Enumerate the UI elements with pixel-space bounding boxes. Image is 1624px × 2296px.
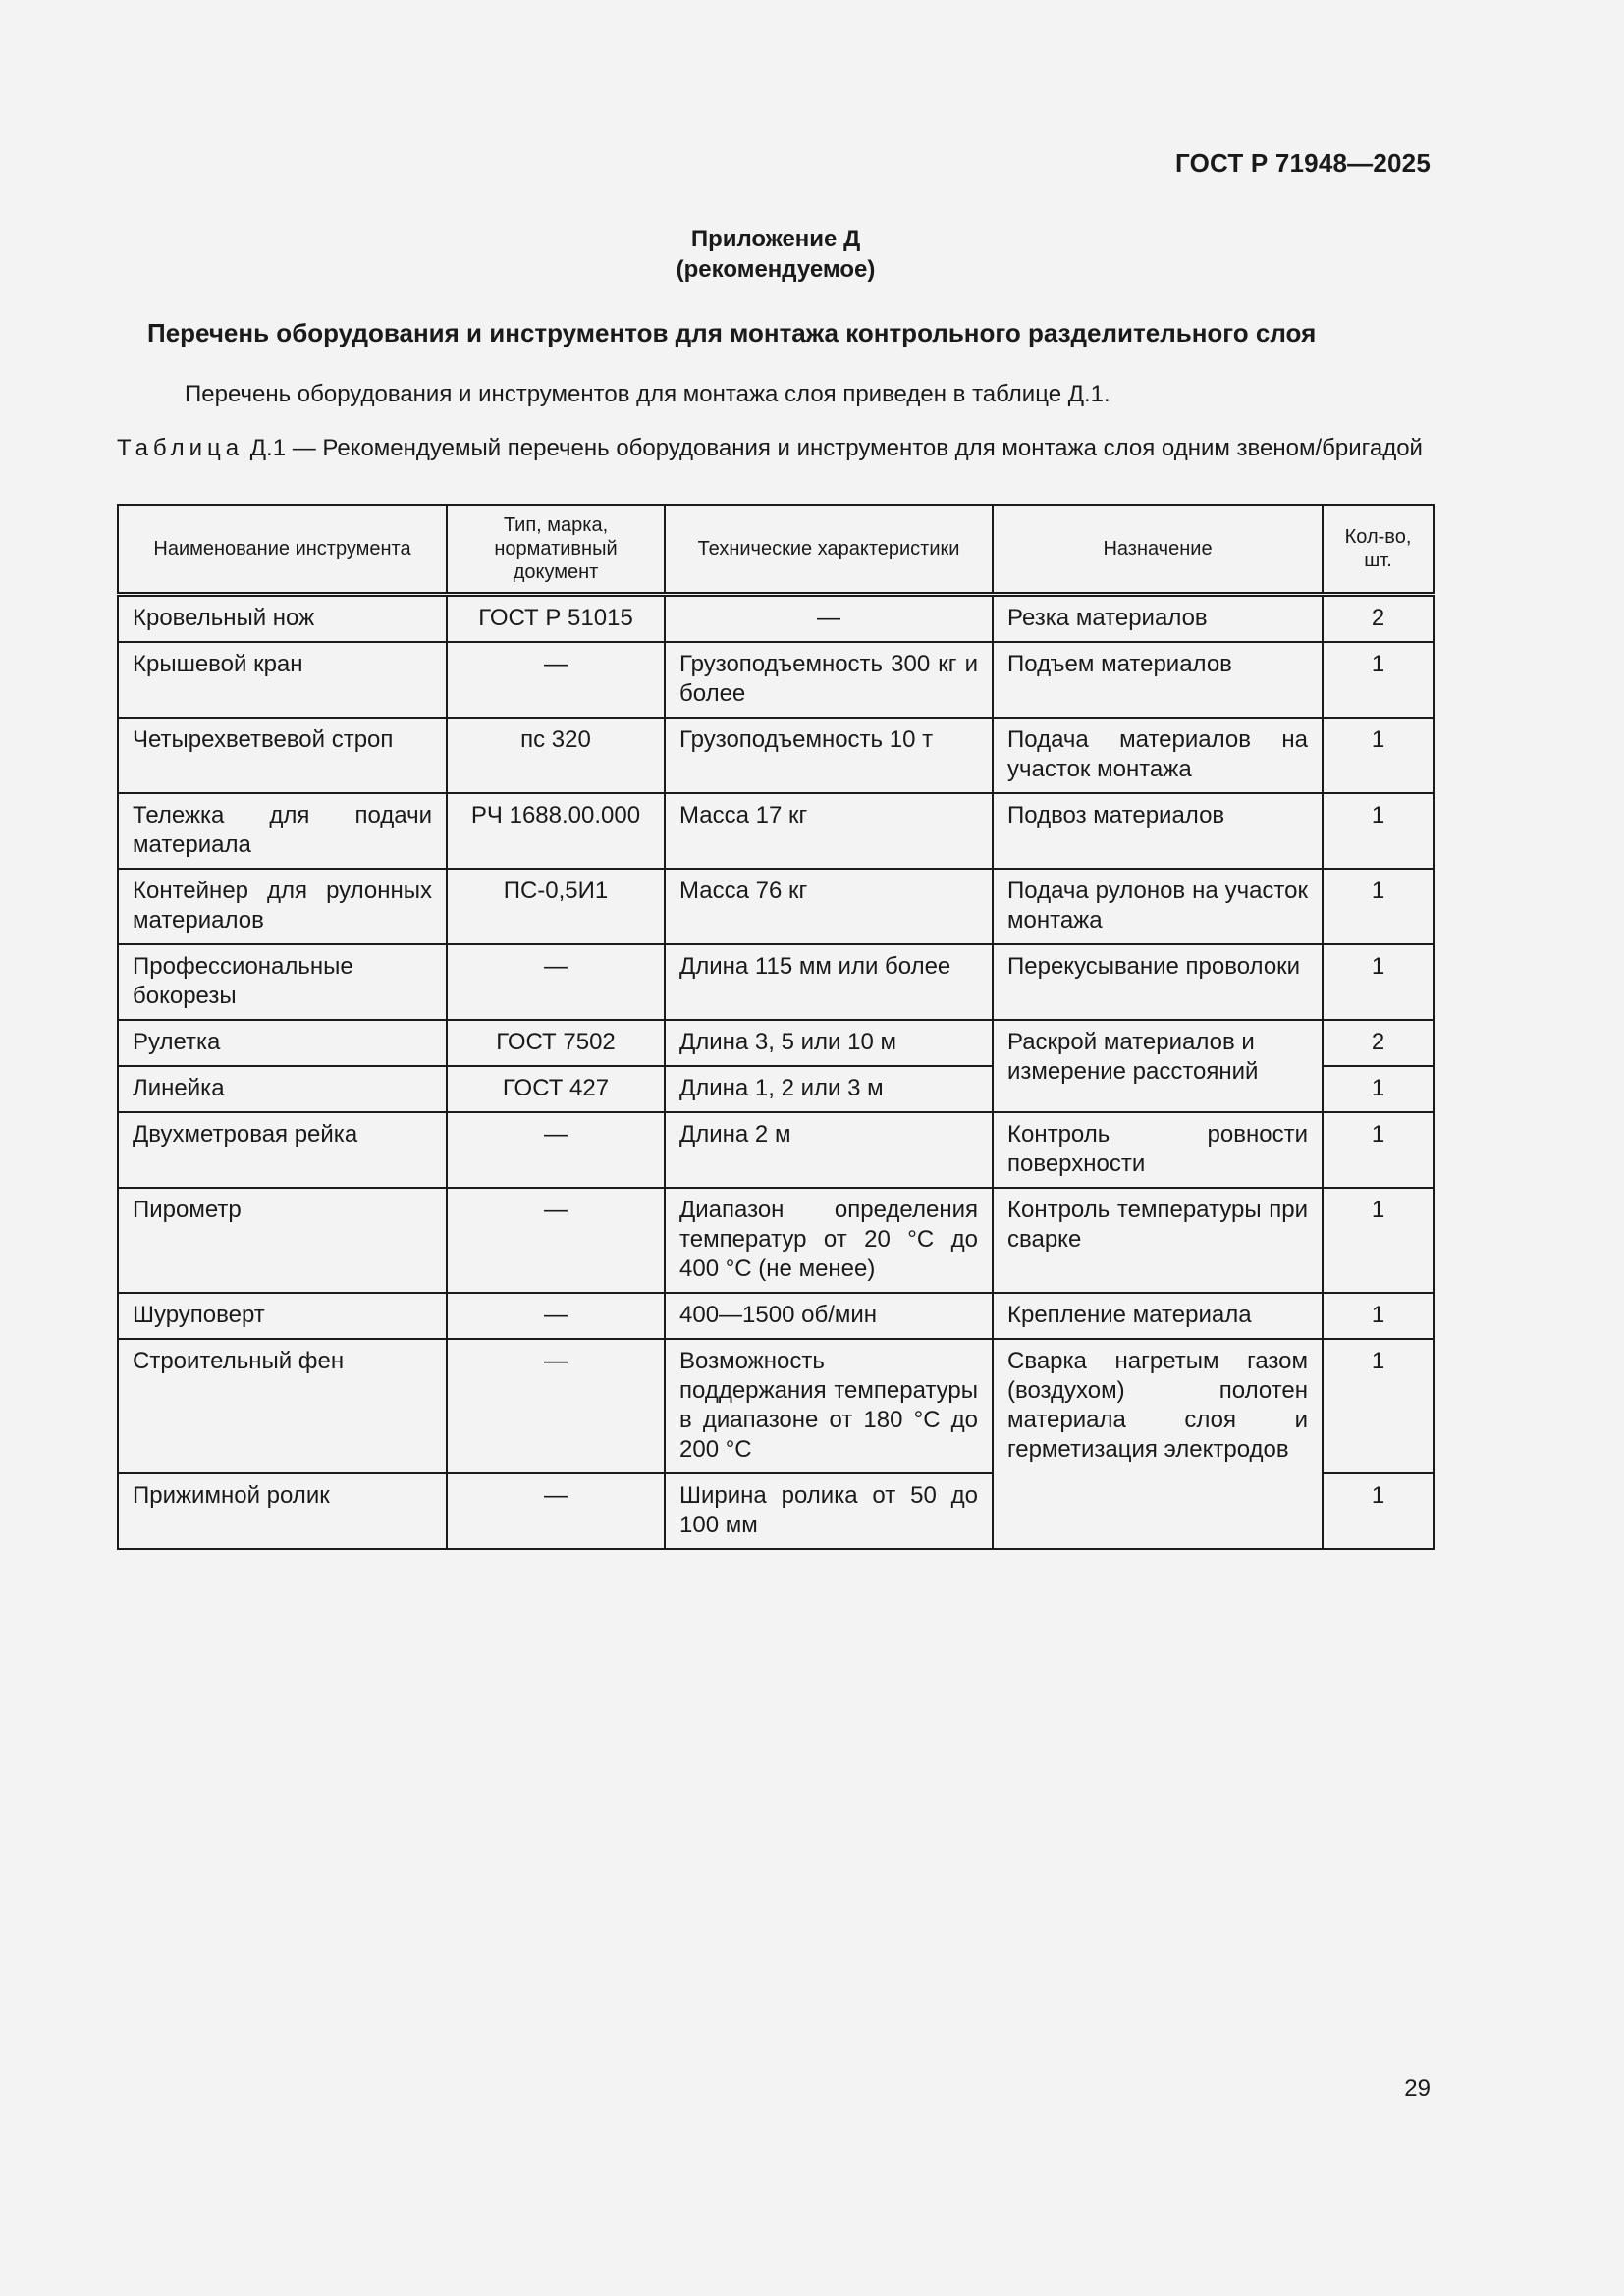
cell-qty: 2 — [1323, 595, 1434, 643]
cell-specs: Грузоподъемность 300 кг и более — [665, 642, 993, 718]
cell-type: ГОСТ 427 — [447, 1066, 665, 1112]
cell-specs: Диапазон определения температур от 20 °С до 400 °С (не менее) — [665, 1188, 993, 1293]
table-caption — [117, 434, 1432, 462]
cell-type: — — [447, 1112, 665, 1188]
cell-specs: Возможность поддержания температуры в диапазоне от 180 °С до 200 °С — [665, 1339, 993, 1473]
equipment-table — [117, 504, 1435, 1550]
cell-name: Линейка — [118, 1066, 447, 1112]
cell-specs: Длина 2 м — [665, 1112, 993, 1188]
cell-purpose: Контроль ровности поверхности — [993, 1112, 1323, 1188]
cell-name: Рулетка — [118, 1020, 447, 1066]
header-purpose: Назначение — [993, 505, 1323, 595]
cell-purpose: Подвоз материалов — [993, 793, 1323, 869]
cell-specs: — — [665, 595, 993, 643]
appendix-heading — [0, 224, 1551, 285]
cell-type: ГОСТ 7502 — [447, 1020, 665, 1066]
cell-qty: 1 — [1323, 1339, 1434, 1473]
page-number: 29 — [1404, 2075, 1431, 2102]
section-title: Перечень оборудования и инструментов для монтажа контрольного разделительного слоя — [147, 318, 1317, 347]
table-row — [118, 1188, 1434, 1293]
cell-purpose: Подача рулонов на участок монтажа — [993, 869, 1323, 944]
cell-purpose: Раскрой материалов и измерение расстояний — [993, 1020, 1323, 1112]
cell-specs: Длина 115 мм или более — [665, 944, 993, 1020]
cell-type: — — [447, 1293, 665, 1339]
cell-name: Крышевой кран — [118, 642, 447, 718]
cell-specs: 400—1500 об/мин — [665, 1293, 993, 1339]
cell-specs: Масса 17 кг — [665, 793, 993, 869]
cell-qty: 1 — [1323, 642, 1434, 718]
cell-qty: 1 — [1323, 1188, 1434, 1293]
header-name: Наименование инструмента — [118, 505, 447, 595]
header-qty: Кол-во, шт. — [1323, 505, 1434, 595]
cell-type: — — [447, 1188, 665, 1293]
appendix-title: Приложение Д — [690, 226, 861, 252]
cell-qty: 1 — [1323, 1293, 1434, 1339]
table-caption-prefix: Таблица — [117, 435, 244, 461]
document-code: ГОСТ Р 71948—2025 — [1175, 148, 1431, 178]
table-row — [118, 944, 1434, 1020]
cell-purpose: Крепление материала — [993, 1293, 1323, 1339]
cell-name: Контейнер для рулонных материалов — [118, 869, 447, 944]
cell-qty: 1 — [1323, 1473, 1434, 1549]
cell-type: ГОСТ Р 51015 — [447, 595, 665, 643]
table-caption-text: Д.1 — Рекомендуемый перечень оборудования и инструментов для монтажа слоя одним звеном/бригадой — [244, 435, 1423, 461]
cell-name: Профессиональные бокорезы — [118, 944, 447, 1020]
cell-type: ПС-0,5И1 — [447, 869, 665, 944]
cell-purpose: Подъем материалов — [993, 642, 1323, 718]
header-type: Тип, марка, нормативный документ — [447, 505, 665, 595]
cell-specs: Грузоподъемность 10 т — [665, 718, 993, 793]
table-row — [118, 718, 1434, 793]
cell-name: Четырехветвевой строп — [118, 718, 447, 793]
table-row — [118, 1293, 1434, 1339]
appendix-subtitle: (рекомендуемое) — [676, 256, 876, 283]
cell-type: — — [447, 642, 665, 718]
table-header-row — [118, 505, 1434, 595]
cell-specs: Длина 3, 5 или 10 м — [665, 1020, 993, 1066]
table-row — [118, 1112, 1434, 1188]
table-row — [118, 642, 1434, 718]
cell-name: Шуруповерт — [118, 1293, 447, 1339]
cell-purpose: Резка материалов — [993, 595, 1323, 643]
cell-purpose: Перекусывание проволоки — [993, 944, 1323, 1020]
cell-name: Тележка для подачи материала — [118, 793, 447, 869]
cell-name: Прижимной ролик — [118, 1473, 447, 1549]
cell-name: Кровельный нож — [118, 595, 447, 643]
cell-qty: 1 — [1323, 1066, 1434, 1112]
cell-specs: Масса 76 кг — [665, 869, 993, 944]
cell-type: — — [447, 944, 665, 1020]
cell-name: Строительный фен — [118, 1339, 447, 1473]
table-row — [118, 595, 1434, 643]
cell-type: РЧ 1688.00.000 — [447, 793, 665, 869]
cell-qty: 1 — [1323, 718, 1434, 793]
intro-paragraph: Перечень оборудования и инструментов для монтажа слоя приведен в таблице Д.1. — [185, 381, 1110, 407]
table-row — [118, 1339, 1434, 1473]
cell-specs: Длина 1, 2 или 3 м — [665, 1066, 993, 1112]
table-row — [118, 793, 1434, 869]
cell-type: — — [447, 1473, 665, 1549]
cell-purpose: Сварка нагретым газом (воздухом) полотен материала слоя и герметизация электродов — [993, 1339, 1323, 1549]
cell-purpose: Контроль температуры при сварке — [993, 1188, 1323, 1293]
cell-purpose: Подача материалов на участок монтажа — [993, 718, 1323, 793]
cell-qty: 1 — [1323, 944, 1434, 1020]
cell-qty: 1 — [1323, 793, 1434, 869]
cell-type: пс 320 — [447, 718, 665, 793]
cell-qty: 1 — [1323, 869, 1434, 944]
cell-specs: Ширина ролика от 50 до 100 мм — [665, 1473, 993, 1549]
table-row — [118, 869, 1434, 944]
cell-name: Двухметровая рейка — [118, 1112, 447, 1188]
cell-type: — — [447, 1339, 665, 1473]
table-row — [118, 1020, 1434, 1066]
cell-qty: 2 — [1323, 1020, 1434, 1066]
header-specs: Технические характеристики — [665, 505, 993, 595]
cell-name: Пирометр — [118, 1188, 447, 1293]
cell-qty: 1 — [1323, 1112, 1434, 1188]
